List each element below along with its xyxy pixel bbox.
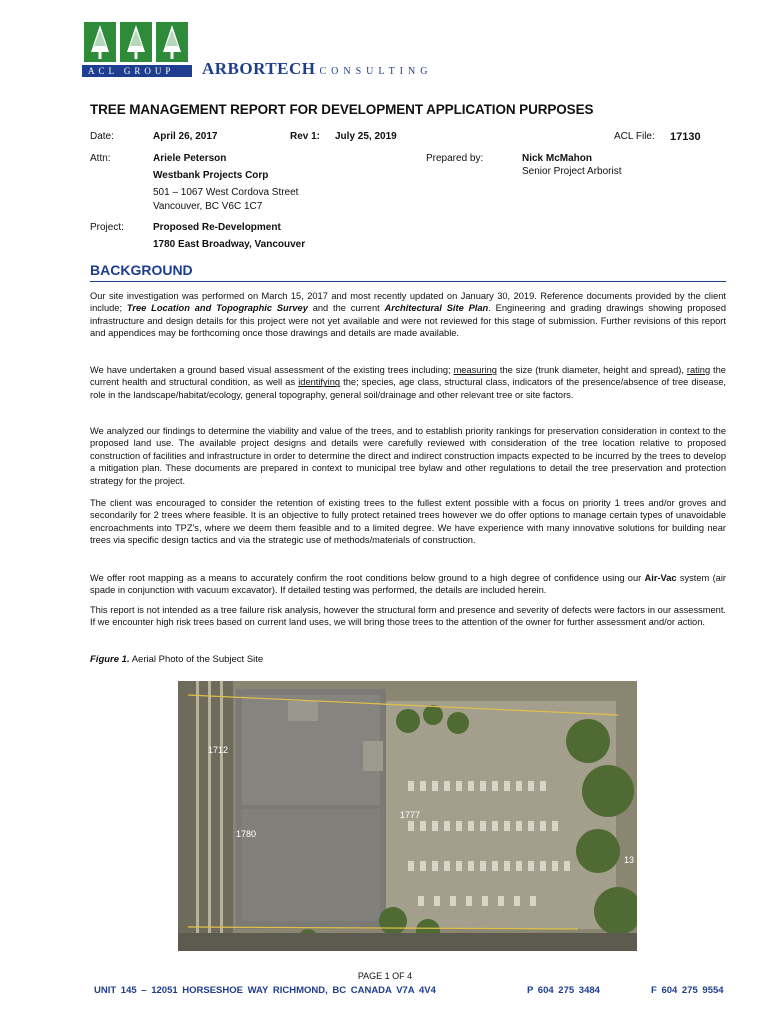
section-heading: BACKGROUND bbox=[90, 262, 193, 278]
attn-name: Ariele Peterson bbox=[153, 153, 227, 164]
attn-address-line2: Vancouver, BC V6C 1C7 bbox=[153, 201, 263, 212]
doc-ref-survey: Tree Location and Topographic Survey bbox=[126, 303, 308, 314]
footer-phone: P 604 275 3484 bbox=[527, 985, 600, 996]
paragraph-2: We have undertaken a ground based visual assessment of the existing trees including; measuring the size (trunk diameter, height and spread), rating the current health and structural condition, as well as identifying the; species, age class, structural class, indicators of the presence/absence of tree disease, role in the landscape/habitat/ecology, general topography, general soil/drainage and other relevant tree or site factors. bbox=[90, 365, 727, 400]
project-line2: 1780 East Broadway, Vancouver bbox=[153, 239, 306, 250]
paragraph-3: We analyzed our findings to determine the viability and value of the trees, and to establish priority rankings for preservation consideration in context to the proposed land use. The available project designs and details were carefully reviewed with consideration of the tree location relative to proposed construction of facilities and infrastructure in order to determine the direct and indirect construction impacts expected to be incurred by the trees to develop a mitigation plan. These documents are prepared in context to municipal tree bylaw and other regulations to detail the tree preservation and protection strategy for the project. bbox=[90, 426, 726, 486]
map-label-1712: 1712 bbox=[208, 745, 229, 755]
brand-sub: CONSULTING bbox=[319, 66, 433, 77]
tree-icon bbox=[156, 22, 188, 62]
acl-file-value: 17130 bbox=[670, 131, 701, 143]
project-line1: Proposed Re-Development bbox=[153, 222, 281, 233]
aerial-photo bbox=[178, 681, 637, 951]
arbortech-brand bbox=[202, 59, 432, 79]
footer-fax: F 604 275 9554 bbox=[651, 985, 724, 996]
project-label: Project: bbox=[90, 222, 124, 233]
acl-group-label: ACL GROUP bbox=[82, 65, 192, 77]
paragraph-5: We offer root mapping as a means to accurately confirm the root conditions below ground to a high degree of confidence using our Air-Vac system (air spade in conjunction with vacuum excavator). If detailed testing was performed, the details are included herein. bbox=[90, 573, 726, 596]
rev-label: Rev 1: bbox=[290, 131, 321, 142]
tree-icon bbox=[84, 22, 116, 62]
figure-label: Figure 1. bbox=[90, 654, 130, 665]
map-label-1780: 1780 bbox=[236, 829, 257, 839]
page-number: PAGE 1 OF 4 bbox=[357, 971, 413, 981]
report-title: TREE MANAGEMENT REPORT FOR DEVELOPMENT APPLICATION PURPOSES bbox=[90, 102, 594, 117]
rev-value: July 25, 2019 bbox=[335, 131, 397, 142]
paragraph-1: Our site investigation was performed on March 15, 2017 and most recently updated on January 30, 2019. Reference documents provided by the client include; Tree Location and Topographic Survey and the current Architectural Site Plan. Engineering and grading drawings showing proposed infrastructure and design details for this project were not yet available and were not reviewed for this stage of submission. Further revisions of this report and appendices may be forthcoming once those drawings and details are made available. bbox=[90, 291, 726, 339]
prepared-by-title: Senior Project Arborist bbox=[522, 166, 622, 177]
acl-file-label: ACL File: bbox=[614, 131, 655, 142]
date-value: April 26, 2017 bbox=[153, 131, 218, 142]
figure-caption: Figure 1. Aerial Photo of the Subject Site bbox=[90, 654, 264, 665]
prepared-by-label: Prepared by: bbox=[426, 153, 484, 164]
map-label-13: 13 bbox=[624, 855, 635, 865]
attn-label: Attn: bbox=[90, 153, 111, 164]
section-divider bbox=[90, 281, 726, 282]
paragraph-4: The client was encouraged to consider the retention of existing trees to the fullest extent possible with a focus on priority 1 trees and/or groves and secondarily for 2 trees where feasible. It is an objective to fully protect retained trees however we do offer options to manage certain types of unavoidable encroachments into TPZ's, where we deem them feasible and to a limited degree. We have experience with many innovative solutions for building near trees via specific design tactics and via the strategic use of methods/materials of construction. bbox=[90, 498, 726, 546]
aerial-photo-illustration bbox=[178, 681, 637, 951]
doc-ref-site-plan: Architectural Site Plan bbox=[384, 303, 489, 314]
date-label: Date: bbox=[90, 131, 114, 142]
map-label-1777: 1777 bbox=[400, 810, 421, 820]
acl-group-logo bbox=[82, 22, 192, 80]
prepared-by-name: Nick McMahon bbox=[522, 153, 593, 164]
paragraph-6: This report is not intended as a tree failure risk analysis, however the structural form and presence and severity of defects were factors in our assessment. If we encounter high risk trees based on current land uses, we will bring those trees to the attention of the owner for further assessment and/or action. bbox=[90, 605, 726, 628]
attn-address-line1: 501 – 1067 West Cordova Street bbox=[153, 187, 299, 198]
company-header bbox=[82, 22, 502, 82]
footer-address: UNIT 145 – 12051 HORSESHOE WAY RICHMOND, BC CANADA V7A 4V4 bbox=[94, 985, 436, 996]
attn-company: Westbank Projects Corp bbox=[153, 170, 269, 181]
brand-main: ARBORTECH bbox=[202, 59, 316, 78]
tree-icon bbox=[120, 22, 152, 62]
